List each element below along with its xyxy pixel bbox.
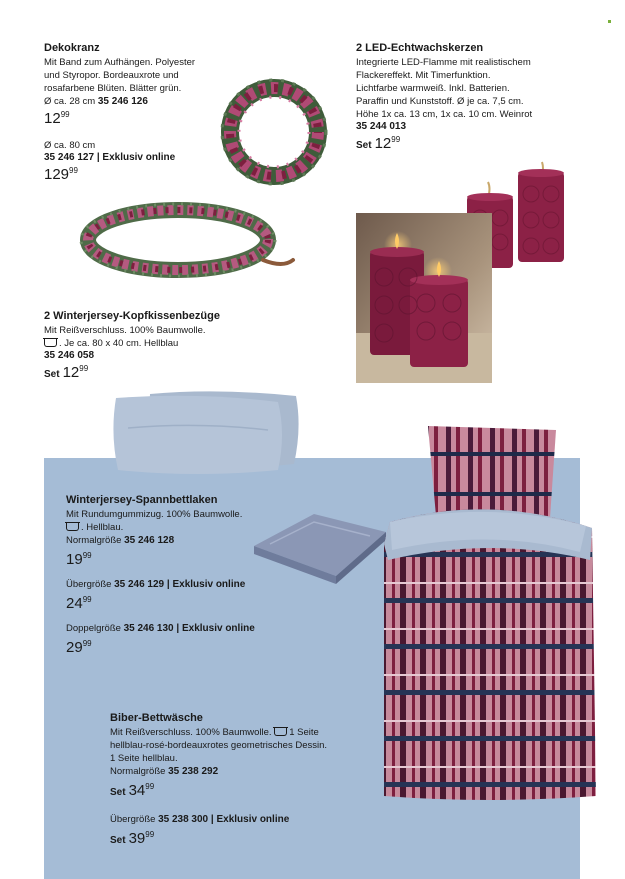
wreath-size-1 bbox=[44, 95, 234, 108]
candles-price-main: 12 bbox=[374, 135, 392, 152]
sheet-over-article: 35 246 129 | Exklusiv online bbox=[114, 579, 246, 590]
sheet-double-price bbox=[66, 639, 306, 656]
wreath-price-1-main: 12 bbox=[44, 110, 61, 127]
bedding-normal-article: 35 238 292 bbox=[168, 766, 219, 777]
pillows-desc-line-2-text: . Je ca. 80 x 40 cm. Hellblau bbox=[59, 338, 179, 349]
bedding-image bbox=[380, 424, 602, 806]
bedding-desc-line-3: 1 Seite hellblau. bbox=[110, 753, 178, 764]
sheet-over-price-main: 24 bbox=[66, 595, 83, 612]
sheet-desc-line-1: Mit Rundumgummizug. 100% Baumwolle. bbox=[66, 509, 243, 520]
bedding-over-price-cents: 99 bbox=[145, 830, 155, 839]
sheet-normal-label: Normalgröße bbox=[66, 535, 122, 546]
sheet-over-price bbox=[66, 595, 306, 612]
wreath-price-1 bbox=[44, 110, 234, 127]
wreath-large-image bbox=[78, 198, 300, 290]
sheet-desc-line-2-text: . Hellblau. bbox=[81, 522, 124, 533]
wreath-desc-line-2: und Styropor. Bordeauxrote und bbox=[44, 70, 179, 81]
sheet-normal-article: 35 246 128 bbox=[124, 535, 175, 546]
pillows-price-main: 12 bbox=[62, 364, 80, 381]
candles-desc-line-2: Flackereffekt. Mit Timerfunktion. bbox=[356, 70, 491, 81]
bedding-normal-label: Normalgröße bbox=[110, 766, 166, 777]
bedding-over-label: Übergröße bbox=[110, 814, 156, 825]
bedding-over-article: 35 238 300 | Exklusiv online bbox=[158, 814, 290, 825]
pillows-text-block bbox=[44, 310, 304, 381]
sheet-normal-price-main: 19 bbox=[66, 551, 83, 568]
candles-desc-line-1: Integrierte LED-Flamme mit realistischem bbox=[356, 57, 531, 68]
sheet-double-article: 35 246 130 | Exklusiv online bbox=[123, 623, 255, 634]
bedding-normal-set-label: Set bbox=[110, 787, 126, 798]
sheet-title: Winterjersey-Spannbettlaken bbox=[66, 494, 218, 506]
wreath-size-2: Ø ca. 80 cm bbox=[44, 140, 96, 151]
bedding-normal-price bbox=[110, 782, 390, 799]
wreath-text-block bbox=[44, 42, 234, 183]
bedding-desc-line-1a: Mit Reißverschluss. 100% Baumwolle. bbox=[110, 727, 272, 738]
wreath-small-image bbox=[212, 70, 336, 194]
bedding-over-size bbox=[110, 813, 390, 826]
pillows-article: 35 246 058 bbox=[44, 350, 95, 361]
fitted-sheet-image bbox=[250, 510, 390, 586]
candles-photo bbox=[356, 213, 492, 383]
wreath-title: Dekokranz bbox=[44, 42, 100, 54]
wreath-desc-line-1: Mit Band zum Aufhängen. Polyester bbox=[44, 57, 196, 68]
candles-price bbox=[356, 135, 586, 152]
candles-desc-line-4: Paraffin und Kunststoff. Ø je ca. 7,5 cm. bbox=[356, 96, 524, 107]
candles-article: 35 244 013 bbox=[356, 121, 407, 132]
candles-title: 2 LED-Echtwachskerzen bbox=[356, 42, 484, 54]
bedding-over-price bbox=[110, 830, 390, 847]
wash-40-icon bbox=[66, 523, 79, 531]
bedding-normal-price-main: 34 bbox=[128, 782, 146, 799]
pillows-set-label: Set bbox=[44, 369, 60, 380]
sheet-double-label: Doppelgröße bbox=[66, 623, 121, 634]
wreath-price-1-cents: 99 bbox=[60, 110, 70, 119]
bedding-normal-price-cents: 99 bbox=[145, 782, 155, 791]
wreath-price-2-main: 129 bbox=[44, 166, 70, 183]
pillows-price bbox=[44, 364, 304, 381]
sheet-double-size bbox=[66, 622, 306, 635]
wreath-size-2-article: 35 246 127 | Exklusiv online bbox=[44, 152, 176, 163]
pillows-price-cents: 99 bbox=[79, 364, 89, 373]
bedding-normal-size bbox=[110, 765, 390, 778]
candles-desc-line-3: Lichtfarbe warmweiß. Inkl. Batterien. bbox=[356, 83, 510, 94]
bedding-over-price-main: 39 bbox=[128, 830, 146, 847]
wreath-size-1-label: Ø ca. 28 cm bbox=[44, 96, 96, 107]
pillows-image bbox=[108, 388, 304, 478]
sheet-over-price-cents: 99 bbox=[82, 595, 92, 604]
wreath-description bbox=[44, 56, 234, 108]
pillows-desc-line-1: Mit Reißverschluss. 100% Baumwolle. bbox=[44, 325, 206, 336]
candles-description bbox=[356, 56, 586, 121]
bedding-desc-line-2: hellblau-rosé-bordeauxrotes geometrisches Dessin. bbox=[110, 740, 328, 751]
bedding-text-block bbox=[110, 712, 390, 847]
candles-text-block bbox=[356, 42, 586, 152]
bedding-over-set-label: Set bbox=[110, 835, 126, 846]
wreath-price-2-cents: 99 bbox=[69, 166, 78, 175]
bedding-desc-line-1b: 1 Seite bbox=[289, 727, 319, 738]
candles-set-label: Set bbox=[356, 140, 372, 151]
sheet-over-label: Übergröße bbox=[66, 579, 112, 590]
bedding-desc-line-1 bbox=[110, 726, 390, 739]
wreath-price-2 bbox=[44, 166, 234, 183]
wreath-desc-line-3: rosafarbene Blüten. Blätter grün. bbox=[44, 83, 182, 94]
wreath-size-1-article: 35 246 126 bbox=[97, 96, 148, 107]
corner-mark bbox=[608, 20, 611, 23]
sheet-double-price-main: 29 bbox=[66, 639, 83, 656]
wash-30-icon bbox=[44, 339, 57, 347]
sheet-double-price-cents: 99 bbox=[82, 639, 92, 648]
candles-desc-line-5: Höhe 1x ca. 13 cm, 1x ca. 10 cm. Weinrot bbox=[356, 109, 533, 120]
pillows-desc-line-2 bbox=[44, 337, 304, 350]
candles-price-cents: 99 bbox=[391, 135, 401, 144]
bedding-title: Biber-Bettwäsche bbox=[110, 712, 203, 724]
pillows-title: 2 Winterjersey-Kopfkissenbezüge bbox=[44, 310, 220, 322]
wash-40-icon-bedding bbox=[274, 728, 287, 736]
sheet-normal-price-cents: 99 bbox=[82, 551, 92, 560]
